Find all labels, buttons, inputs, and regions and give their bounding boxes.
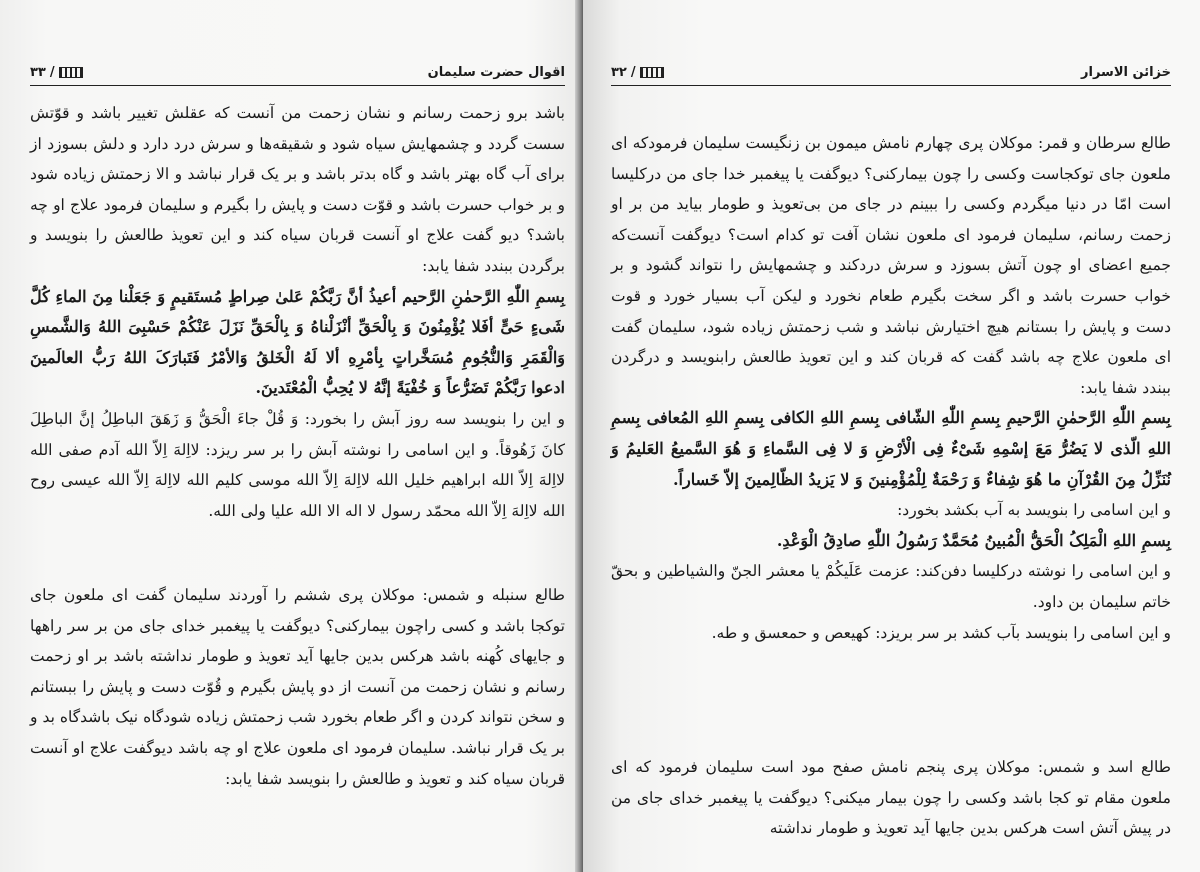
left-header-title: اقوال حضرت سلیمان xyxy=(427,64,565,80)
right-paragraph-3: و این اسامی را نوشته درکلیسا دفن‌کند: عزمت عَلَیکُمْ یا معشر الجنّ والشیاطین و بحقّ خاتم سلیمان بن داود. xyxy=(611,562,1171,611)
right-paragraph-1: طالع سرطان و قمر: موکلان پری چهارم نامش میمون بن زنگیست سلیمان فرمودکه ای ملعون جای توکجاست وکسی را چون بیمارکنی؟ دیوگفت یا پیغمبر خدا جای من درکلیسا است امّا در دنیا میگردم وکسی را ببینم در جای من بی‌تعویذ و طومار بیاید من بر او زحمت رسانم، سلیمان فرمود ای ملعون نشان آفت تو کدام است؟ دیوگفت آنست‌که جمیع اعضای او چون آتش بسوزد و سرش دردکند و چشمهایش را نتواند گشود و بر خواب حسرت باشد و اگر سخت بگیرم طعام نخورد و لیکن آب بسیار خورد و قوت دست و پایش را بستانم هیچ اختیارش نباشد و شب زحمتش زیاده شود، سلیمان گفت ای ملعون علاج چه باشد گفت که قربان کند و این تعویذ طالعش رابنویسد و درگردن ببندد شفا یابد: xyxy=(611,134,1171,397)
ornament-icon xyxy=(640,67,664,78)
right-paragraph-5: طالع اسد و شمس: موکلان پری پنجم نامش صفح مود است سلیمان فرمود که ای ملعون مقام تو کجا باشد وکسی را چون بیمار میکنی؟ دیوگفت یا پیغمبر خدای جای من در پیش آتش است هرکس بدین جایها آید تعویذ و طومار نداشته xyxy=(611,758,1171,838)
left-running-head xyxy=(30,62,565,86)
left-text-block-1 xyxy=(30,98,565,526)
left-page-number-text: ۳۳ xyxy=(30,64,46,80)
right-prayer-1: بِسمِ اللّٰهِ الرَّحمٰنِ الرَّحیمِ بِسمِ اللّٰهِ الشّافی بِسمِ اللهِ الکافی بِسمِ اللهِ المُعافی بِسمِ اللهِ الّذی لا یَضُرُّ مَعَ إسْمِهِ شَیْءٌ فِی الْأرْضِ وَ لا فِی السَّماءِ وَ هُوَ السَّمیعُ العَلیمُ وَ نُنَزِّلُ مِنَ القُرْآنِ ما هُوَ شِفاءٌ وَ رَحْمَةٌ لِلْمُؤْمِنینَ وَ لا یَزیدُ الظّالِمینَ إلاّ خَساراً. xyxy=(611,408,1171,489)
ornament-icon xyxy=(59,67,83,78)
right-paragraph-4: و این اسامی را بنویسد بآب کشد بر سر بریزد: کهیعص و حمعسق و طه. xyxy=(711,623,1171,642)
left-paragraph-1: باشد برو زحمت رسانم و نشان زحمت من آنست که عقلش تغییر باشد و قوّتش سست گردد و چشمهایش سیاه شود و شقیقه‌ها و سرش درد دارد و دلش بسوزد از برای آب گاه بهتر باشد و گاه بدتر باشد و بر یک قرار نباشد و الا زحمتش زیاده شود و بر خواب حسرت باشد و قوّت دست و پایش را بگیرم و سلیمان فرمود علاج او چه باشد؟ دیو گفت علاج او آنست قربان سیاه کند و این تعویذ طالعش را بنویسد و برگردن ببندد شفا یابد: xyxy=(30,104,565,275)
right-header-title: خزائن الاسرار xyxy=(1081,64,1171,80)
right-text-block-1 xyxy=(611,128,1171,648)
right-running-head xyxy=(611,62,1171,86)
right-paragraph-2: و این اسامی را بنویسد به آب بکشد بخورد: xyxy=(897,501,1171,520)
right-page-number-text: ۳۲ xyxy=(611,64,627,80)
left-prayer-1: بِسمِ اللّٰهِ الرَّحمٰنِ الرَّحیم أعیذُ أنَّ رَبَّکُمْ عَلیٰ صِراطٍ مُستَقیمٍ وَ جَعَلْنا مِنَ الماءِ کُلَّ شَیءٍ حَیٍّ أفَلا یُؤْمِنُونَ وَ بِالْحَقِّ أنْزَلْناهُ وَ بِالْحَقِّ نَزَلَ عَنْکُمْ حَسْبِیَ اللهُ وَالشَّمسِ وَالْقَمَرِ وَالنُّجُومِ مُسَخَّراتٍ بِأمْرِهِ ألا لَهُ الْخَلقُ وَالأمْرُ فَتَبارَکَ اللهُ رَبُّ العالَمینَ ادعوا رَبَّکُمْ تَضَرُّعاً وَ خُفْیَةً إنَّهُ لا یُحِبُّ الْمُعْتَدینَ. xyxy=(30,286,566,398)
right-page-number: ۳۲ / xyxy=(611,65,664,80)
left-page-number: ۳۳ / xyxy=(30,65,83,80)
left-paragraph-3: طالع سنبله و شمس: موکلان پری ششم را آوردند سلیمان گفت ای ملعون جای توکجا باشد و کسی راچون بیمارکنی؟ دیوگفت یا پیغمبر خدای جای من بر سر راهها و جایهای کُهنه باشد هرکس بدین جایها آید تعویذ و طومار نداشته باشد بر او زحمت رسانم و نشان زحمت من آنست از دو پایش بگیرم و قُوّت دست و پایش را ببستانم و سخن نتواند کردن و اگر طعام بخورد شب زحمتش زیاده شودگاه نیک باشدگاه بد و بر یک قرار نباشد. سلیمان فرمود ای ملعون علاج او چه باشد دیوگفت علاج او آنست قربان سیاه کند و تعویذ و طالعش را بنویسد شفا یابد: xyxy=(30,586,565,788)
left-paragraph-2: و این را بنویسد سه روز آبش را بخورد: وَ قُلْ جاءَ الْحَقُّ وَ زَهَقَ الباطِلُ إنَّ الباطِلَ کانَ زَهُوقاً. و این اسامی را نوشته آبش را بر سر ریزد: لااِلهَ اِلاّ الله آدم صفی الله لااِلهَ اِلاّ الله ابراهیم خلیل الله لااِلهَ اِلاّ الله موسی کلیم الله لااِلهَ اِلاّ الله عیسی روح الله لااِلهَ اِلاّ الله محمّد رسول لا اله الا الله علیا ولی الله. xyxy=(30,409,565,520)
right-prayer-2: بِسمِ اللهِ الْمَلِکُ الْحَقُّ الْمُبینُ مُحَمَّدٌ رَسُولُ اللّٰهِ صادِقُ الْوَعْدِ. xyxy=(776,530,1171,550)
right-page xyxy=(583,0,1200,872)
right-text-block-2 xyxy=(611,752,1171,844)
left-page xyxy=(0,0,583,872)
left-text-block-2 xyxy=(30,580,565,794)
